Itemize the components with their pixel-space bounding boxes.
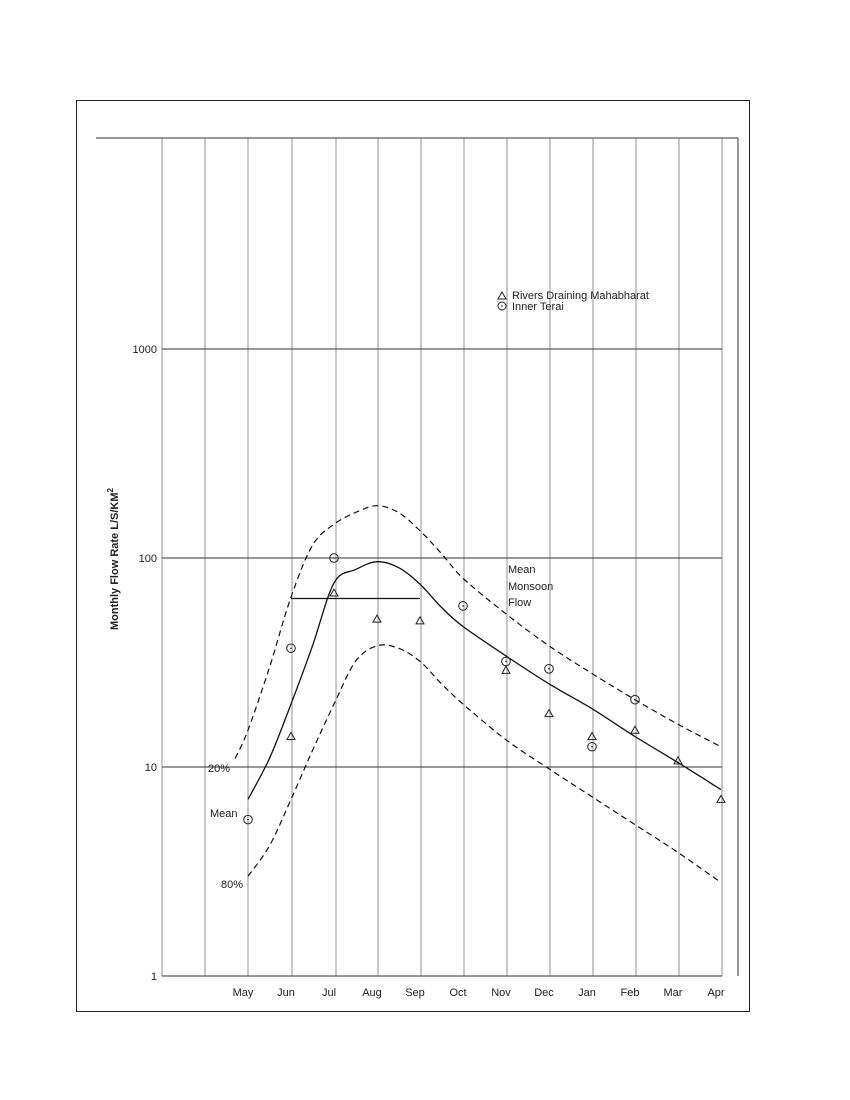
series-lines xyxy=(235,506,721,883)
y-tick-label-10: 10 xyxy=(144,762,157,774)
y-tick-label-100: 100 xyxy=(138,553,157,565)
circle-point-dot-7 xyxy=(634,699,636,701)
circle-point-dot-4 xyxy=(505,661,507,663)
y-tick-label-1000: 1000 xyxy=(132,344,157,356)
x-tick-label-dec: Dec xyxy=(534,987,554,999)
triangle-point-9 xyxy=(717,795,725,802)
series-line-20 xyxy=(235,506,721,759)
annotation-mean-monsoon-2: Monsoon xyxy=(508,581,554,593)
triangle-point-4 xyxy=(502,666,510,673)
x-tick-label-jun: Jun xyxy=(277,987,295,999)
circle-point-dot-0 xyxy=(247,819,249,821)
x-tick-label-aug: Aug xyxy=(362,987,382,999)
legend-label-rivers: Rivers Draining Mahabharat xyxy=(512,290,649,302)
circle-point-dot-5 xyxy=(548,668,550,670)
circle-point-dot-1 xyxy=(290,647,292,649)
data-points xyxy=(244,554,725,824)
triangle-point-5 xyxy=(545,710,553,717)
annotation-mean: Mean xyxy=(210,808,238,820)
circle-point-dot-6 xyxy=(591,746,593,748)
triangle-point-7 xyxy=(631,726,639,733)
annotation-20-percent: 20% xyxy=(208,763,231,775)
legend xyxy=(498,290,649,313)
series-line-mean xyxy=(248,562,721,800)
legend-circle-dot xyxy=(501,305,503,307)
annotation-80-percent: 80% xyxy=(221,879,244,891)
y-axis-label: Monthly Flow Rate $L/S/KM^2$ xyxy=(106,488,121,630)
series-line-80 xyxy=(248,645,721,883)
triangle-point-0 xyxy=(287,732,295,739)
x-tick-label-may: May xyxy=(232,987,254,999)
x-tick-label-nov: Nov xyxy=(491,987,511,999)
triangle-point-3 xyxy=(416,617,424,624)
triangle-point-2 xyxy=(373,615,381,622)
x-tick-label-mar: Mar xyxy=(663,987,683,999)
annotation-mean-monsoon-1: Mean xyxy=(508,564,536,576)
grid xyxy=(96,138,738,976)
x-tick-label-oct: Oct xyxy=(449,987,467,999)
y-tick-label-1: 1 xyxy=(150,971,157,983)
legend-triangle-marker xyxy=(498,292,506,299)
triangle-point-6 xyxy=(588,732,596,739)
x-tick-label-jan: Jan xyxy=(578,987,596,999)
circle-point-dot-2 xyxy=(333,557,335,559)
legend-label-inner-terai: Inner Terai xyxy=(512,301,564,313)
x-tick-label-sep: Sep xyxy=(405,987,425,999)
circle-point-dot-3 xyxy=(462,605,464,607)
x-tick-label-apr: Apr xyxy=(707,987,725,999)
annotation-mean-monsoon-3: Flow xyxy=(508,597,532,609)
x-tick-label-feb: Feb xyxy=(620,987,640,999)
x-tick-label-jul: Jul xyxy=(321,987,337,999)
